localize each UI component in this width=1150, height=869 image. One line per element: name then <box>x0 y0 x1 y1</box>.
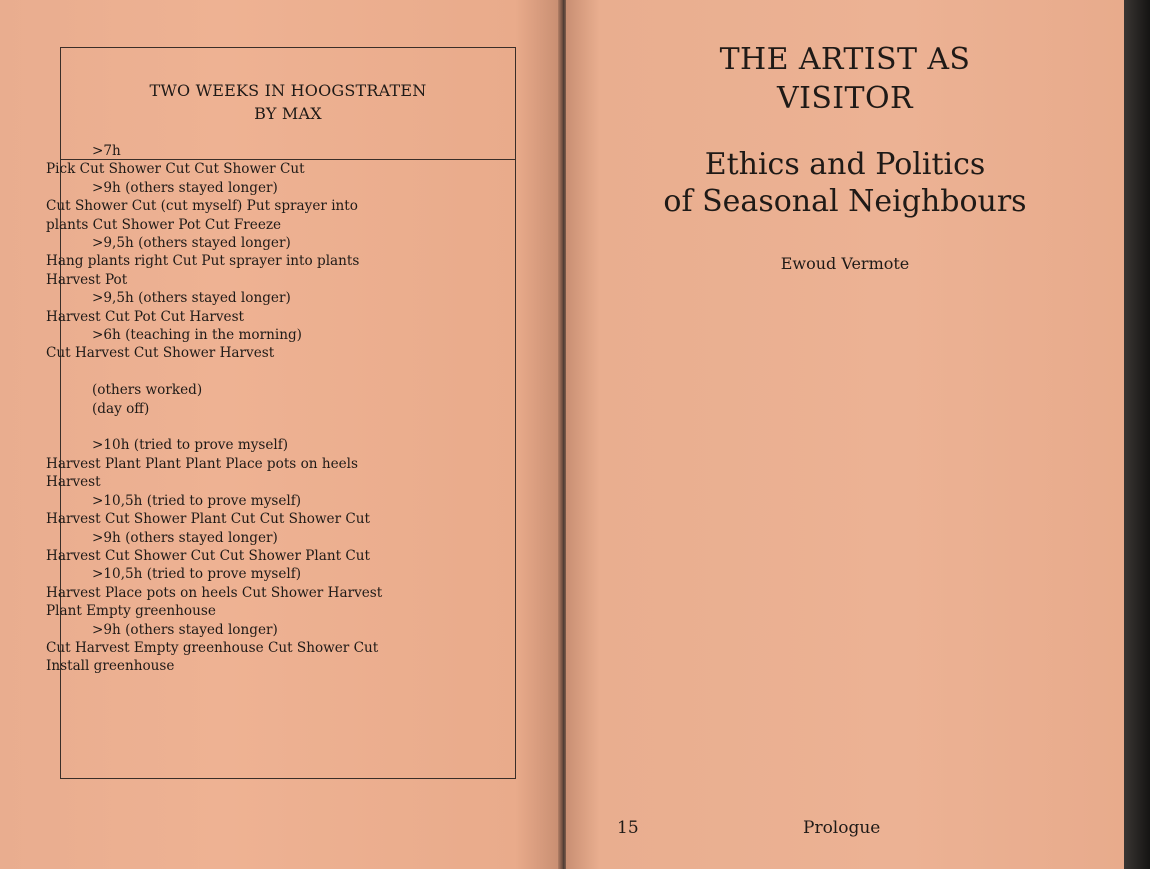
log-line: Harvest Pot <box>46 271 128 288</box>
left-page <box>0 0 560 869</box>
author-name: Ewoud Vermote <box>780 254 910 273</box>
chapter-subtitle-line-1: Ethics and Politics <box>704 147 986 182</box>
box-title-line-1: TWO WEEKS IN HOOGSTRATEN <box>149 81 427 100</box>
log-line: Harvest Cut Shower Plant Cut Cut Shower Cut <box>46 511 371 528</box>
log-line: >9h (others stayed longer) <box>92 621 278 638</box>
log-line: Pick Cut Shower Cut Cut Shower Cut <box>46 161 305 178</box>
section-label: Prologue <box>803 818 881 838</box>
log-line: Harvest Cut Pot Cut Harvest <box>46 308 245 325</box>
chapter-title-line-2: VISITOR <box>777 81 913 116</box>
log-line: >9h (others stayed longer) <box>92 179 278 196</box>
chapter-subtitle <box>566 146 1124 220</box>
log-line: Hang plants right Cut Put sprayer into plants <box>46 253 360 270</box>
log-line: >9h (others stayed longer) <box>92 529 278 546</box>
work-log <box>46 142 446 676</box>
log-line: Harvest Cut Shower Cut Cut Shower Plant Cut <box>46 547 371 564</box>
log-line: >6h (teaching in the morning) <box>92 327 302 344</box>
chapter-title-line-1: THE ARTIST AS <box>719 42 971 77</box>
log-line: Cut Shower Cut (cut myself) Put sprayer into <box>46 198 358 215</box>
cover-edge <box>1124 0 1150 869</box>
page-number: 15 <box>617 818 639 838</box>
log-line: Cut Harvest Empty greenhouse Cut Shower Cut <box>46 639 379 656</box>
log-line: >10,5h (tried to prove myself) <box>92 492 302 509</box>
log-line: >7h <box>92 143 121 159</box>
right-page <box>566 0 1124 869</box>
log-blank-line <box>46 418 446 436</box>
log-blank-line <box>46 363 446 381</box>
log-line: >10,5h (tried to prove myself) <box>92 566 302 583</box>
chapter-subtitle-line-2: of Seasonal Neighbours <box>663 184 1027 219</box>
log-line: Harvest Place pots on heels Cut Shower Harvest <box>46 584 383 601</box>
log-line: plants Cut Shower Pot Cut Freeze <box>46 216 282 233</box>
box-title-line-2: BY MAX <box>254 104 322 123</box>
log-line: Harvest Plant Plant Plant Place pots on heels <box>46 455 359 472</box>
log-line: Harvest <box>46 474 101 491</box>
log-line: >10h (tried to prove myself) <box>92 437 289 454</box>
log-line: (others worked) <box>92 382 203 399</box>
log-line: >9,5h (others stayed longer) <box>92 235 291 252</box>
log-line: Plant Empty greenhouse <box>46 603 216 620</box>
log-line: >9,5h (others stayed longer) <box>92 290 291 307</box>
chapter-title <box>566 40 1124 118</box>
log-line: Cut Harvest Cut Shower Harvest <box>46 345 275 362</box>
log-line: (day off) <box>92 400 150 417</box>
log-line: Install greenhouse <box>46 658 175 675</box>
